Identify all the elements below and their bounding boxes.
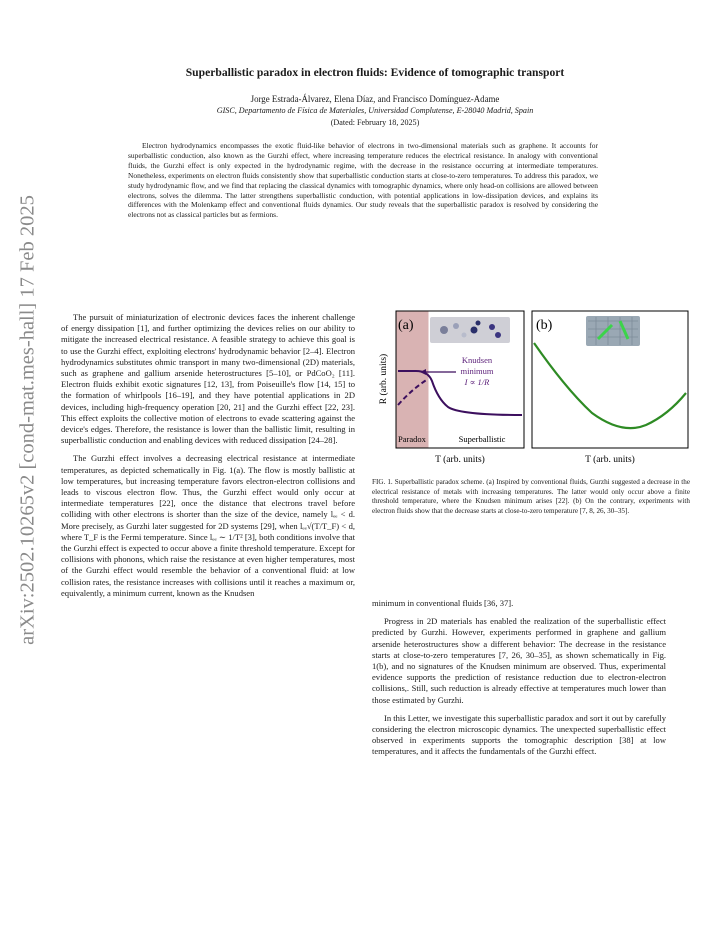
- tomographic-inset-image: [586, 316, 640, 346]
- y-axis-label-a: R (arb. units): [379, 353, 389, 405]
- body-paragraph-1: The pursuit of miniaturization of electronic devices faces the inherent challenge of energy dissipation [1], and further optimizing the devices relies on our ability to mitigate the increased electrical resistance. A feasible strategy to achieve this goal is to use the Gurzhi effect, exploiting electrons' hydrodynamic behavior [2–4]. Electron hydrodynamics substitutes ohmic transport in many two-dimensional (2D) materials, such as graphene and gallium arsenide heterostructures [5–10], or PdCoO₂ [11]. Electron fluids exhibit exotic signatures [12, 13], from Poiseuille's flow [14, 15] to the formation of whirlpools [16–19], and they have potential applications in 2D devices, including high-frequency operation [20, 21] and the Gurzhi effect [22, 23]. This effect exploits the collective motion of electrons to evade scattering against the device's edges. Therefore, the resistance is lower than the ballistic limit, resulting in superballistic conduction and enabling devices with reduced dissipation [24–28].: [61, 312, 355, 446]
- paradox-label: Paradox: [398, 434, 426, 444]
- panel-b: [532, 311, 688, 465]
- arxiv-identifier: arXiv:2502.10265v2 [cond-mat.mes-hall] 17 Feb 2025: [16, 195, 39, 645]
- left-column: [61, 312, 355, 606]
- abstract: Electron hydrodynamics encompasses the exotic fluid-like behavior of electrons in two-dimensional materials such as graphene. It accounts for superballistic conduction, also known as the Gurzhi effect, where increasing temperature reduces the electrical resistance. In analogy with conventional fluids, the Gurzhi effect is only expected in the hydrodynamic regime, with the decrease in the resistance occurring at intermediate temperatures. Nonetheless, experiments on electron fluids consistently show that superballistic conduction starts at close-to-zero temperatures. To address this paradox, we study hydrodynamic flow, and we find that replacing the classical dynamics with tomographic dynamics, where only head-on collisions are allowed between electrons, solves the dilemma. The latter strengthens superballistic conduction, with potential applications in low-dissipation devices, and explains its differences with the Molenkamp effect and conventional fluids dynamics. Our study reveals that the superballistic paradox is resolved by considering the electrons not as classical particles but as fermions.: [128, 141, 598, 220]
- body-paragraph-4: Progress in 2D materials has enabled the realization of the superballistic effect predicted by Gurzhi. However, experiments performed in graphene and gallium arsenide heterostructures show a different behavior: The decrease in the resistance starts at close-to-zero temperatures [7, 26, 30–35], as shown schematically in Fig. 1(b), and no signatures of the Knudsen minimum are observed. Thus, experimental evidence supports the prediction of resistance reduction due to electron-electron collisions,. Still, such reduction is already effective at temperatures much lower than those estimated by Gurzhi.: [372, 616, 666, 705]
- affiliation: GISC, Departamento de Física de Materiales, Universidad Complutense, E-28040 Madrid, Spain: [216, 106, 534, 115]
- superballistic-label: Superballistic: [458, 434, 506, 444]
- annotation-line-2: minimum: [460, 366, 494, 376]
- panel-a-label: (a): [398, 318, 414, 333]
- figure-1: [376, 309, 691, 469]
- arxiv-stamp: [8, 140, 48, 700]
- body-paragraph-3: minimum in conventional fluids [36, 37].: [372, 598, 514, 608]
- x-axis-label-a: T (arb. units): [435, 455, 485, 465]
- x-axis-label-b: T (arb. units): [585, 455, 635, 465]
- paper-title: Superballistic paradox in electron fluids: Evidence of tomographic transport: [185, 66, 565, 79]
- particle-inset-image: [430, 317, 510, 343]
- body-paragraph-2: The Gurzhi effect involves a decreasing electrical resistance at intermediate temperatures, as depicted schematically in Fig. 1(a). The flow is mostly ballistic at low temperatures, but increasing temperature favors electron-electron collisions and leads to viscous electron flow. Thus, the Gurzhi effect would only occur at intermediate temperatures [22], once the distance that electrons travel before colliding with other electrons is shorter than the size of the device, namely lₑₑ < d. More precisely, as Gurzhi later suggested for 2D systems [29], when lₑₑ√(T/T_F) < d, where T_F is the Fermi temperature. Since lₑₑ ∼ 1/T² [3], both conditions involve that the Gurzhi effect is expected to occur above a finite threshold temperature. Except for collisions with phonons, which raise the resistance at even higher temperatures, most of the Gurzhi effect would resemble the behavior of a conventional fluid: at low collision rates, the resistance increases with collisions until it reaches a maximum or, equivalently, a minimum current, known as the Knudsen: [61, 453, 355, 598]
- annotation-line-1: Knudsen: [461, 355, 493, 365]
- annotation-line-3: I ∝ 1/R: [464, 377, 490, 387]
- figure-caption: FIG. 1. Superballistic paradox scheme. (a) Inspired by conventional fluids, Gurzhi suggested a decrease in the electrical resistance of metals with increasing temperatures. The latter would only occur above a finite threshold temperature, where the Knudsen minimum arises [22]. (b) On the contrary, experiments with electron fluids show that the decrease starts at close-to-zero temperature [7, 8, 26, 30–35].: [372, 478, 690, 515]
- right-column: [372, 598, 666, 765]
- panel-b-label: (b): [536, 318, 553, 333]
- author-list: Jorge Estrada-Álvarez, Elena Díaz, and Francisco Domínguez-Adame: [250, 94, 500, 104]
- body-paragraph-5: In this Letter, we investigate this superballistic paradox and sort it out by carefully considering the electron microscopic dynamics. The unexpected superballistic effect observed in experiments supports the tomographic description [38] at low temperatures, and it affects the fundamentals of the Gurzhi effect.: [372, 712, 666, 757]
- figure-1-graphic: [376, 309, 691, 469]
- panel-a: [378, 311, 524, 465]
- date-line: (Dated: February 18, 2025): [330, 118, 420, 127]
